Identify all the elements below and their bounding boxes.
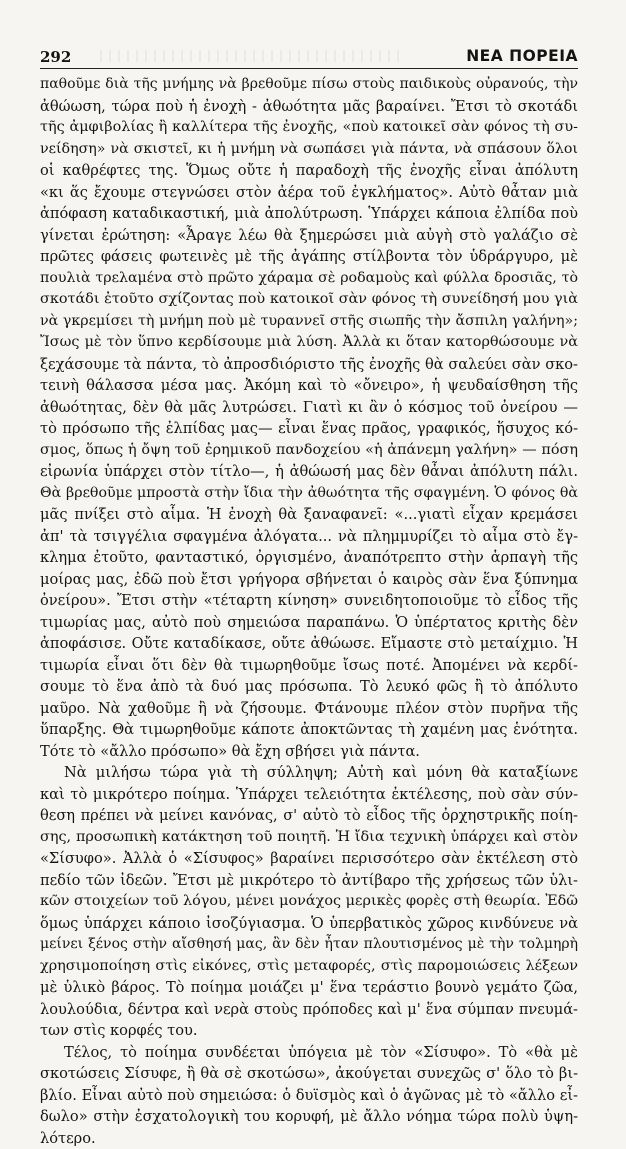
text-line: τῆς ἀμφιβολίας ἢ καλλίτερα τῆς ἐνοχῆς, «ποὺ κατοικεῖ σὰν φόνος τὴ συ- [40,117,578,139]
text-line: πουλιὰ τρελαμένα στὸ πρῶτο χάραμα σὲ ροδαμοὺς καὶ φύλλα δροσιᾶς, τὸ [40,268,578,290]
journal-title: ΝΕΑ ΠΟΡΕΙΑ [466,47,578,65]
text-line: παθοῦμε διὰ τῆς μνήμης νὰ βρεθοῦμε πίσω στοὺς παιδικοὺς οὐρανούς, τὴν [40,74,578,96]
text-line: τιμωρία εἶναι ὅτι δὲν θὰ τιμωρηθοῦμε ἴσως ποτέ. Ἀπομένει νὰ κερδί- [40,655,578,677]
text-line: ὅμως ὑπάρχει κάποιο ἰσοζύγιασμα. Ὁ ὑπερβατικὸς χῶρος κινδύνευε νὰ [40,913,578,935]
text-line: κλημα ἐτοῦτο, φανταστικό, ὀργισμένο, ἀναπότρεπτο στὴν ἁρπαγὴ τῆς [40,547,578,569]
text-line: θεση πρέπει νὰ μείνει κανόνας, σ' αὐτὸ τὸ εἶδος τῆς ὀρχηστρικῆς ποίη- [40,805,578,827]
text-line: πεδίο τῶν ἰδεῶν. Ἔτσι μὲ μικρότερο τὸ ἀντίβαρο τῆς χρήσεως τῶν ὑλι- [40,870,578,892]
text-line: βλίο. Εἶναι αὐτὸ ποὺ σημειώσα: ὁ δυϊσμὸς καὶ ὁ ἀγῶνας μὲ τὸ «ἄλλο εἶ- [40,1085,578,1107]
text-line: μαῦρο. Νὰ χαθοῦμε ἢ νὰ ζήσουμε. Φτάνουμε πλέον στὸν πυρῆνα τῆς [40,698,578,720]
text-line: ὕπαρξης. Θὰ τιμωρηθοῦμε κάποτε ἀποκτῶντας τὴ χαμένη μας ἑνότητα. [40,719,578,741]
text-line: τεινὴ θάλασσα μέσα μας. Ἀκόμη καὶ τὸ «ὄνειρο», ἡ ψευδαίσθηση τῆς [40,375,578,397]
text-line: Θὰ βρεθοῦμε μπροστὰ στὴν ἴδια τὴν ἀθωότητα τῆς σφαγμένη. Ὁ φόνος θὰ [40,483,578,505]
text-line: σουμε τὸ ἕνα ἀπὸ τὰ δυό μας πρόσωπα. Τὸ λευκό φῶς ἢ τὸ ἀπόλυτο [40,676,578,698]
header-rule [40,68,578,69]
text-line: καὶ τὸ μικρότερο ποίημα. Ὑπάρχει τελειότητα ἐκτέλεσης, ποὺ σὰν σύν- [40,784,578,806]
text-line: τιμωρίας μας, αὐτὸ ποὺ σημειώσα παραπάνω. Ὁ ὑπέρτατος κριτὴς δὲν [40,612,578,634]
text-line: σκοτάδι ἐτοῦτο σχίζοντας ποὺ κατοικοῖ σὰν φόνος τὴ συνείδησή μου γιὰ [40,289,578,311]
text-line: λουλούδια, δέντρα καὶ νερὰ στοὺς πρόποδες καὶ μ' ἕνα σύμπαν πνευμά- [40,999,578,1021]
text-line: Νὰ μιλήσω τώρα γιὰ τὴ σύλληψη; Αὐτὴ καὶ μόνη θὰ καταξίωνε [40,762,578,784]
text-line: «κι ἅς ἔχουμε στεγνώσει στὸν ἀέρα τοῦ ἐγκλήματος». Αὐτὸ θἆταν μιὰ [40,182,578,204]
text-line: νείδηση» νὰ σκιστεῖ, κι ἡ μνήμη νὰ σωπάσει γιὰ πάντα, νὰ σπάσουν ὅλοι [40,139,578,161]
page-number: 292 [40,48,71,66]
text-line: σης, προσωπικὴ κατάκτηση τοῦ ποιητῆ. Ἡ ἴδια τεχνικὴ ὑπάρχει καὶ στὸν [40,827,578,849]
text-line: ὀνείρου». Ἔτσι στὴν «τέταρτη κίνηση» συνειδητοποιοῦμε τὸ εἶδος τῆς [40,590,578,612]
text-line: τὸ πρόσωπο τῆς ἐλπίδας μας— εἶναι ἕνας πρᾶος, γραφικός, ἥσυχος κό- [40,418,578,440]
text-line: ἀθώωση, τώρα ποὺ ἡ ἐνοχὴ - ἀθωότητα μᾶς βαραίνει. Ἔτσι τὸ σκοτάδι [40,96,578,118]
text-line: κῶν στοιχείων τοῦ λόγου, μένει μονάχος μερικὲς φορὲς στὴ θεωρία. Ἐδῶ [40,891,578,913]
text-line: ἀποφάσισε. Οὔτε καταδίκασε, οὔτε ἀθώωσε. Εἴμαστε στὸ μεταίχμιο. Ἡ [40,633,578,655]
text-line: ἀπόφαση καταδικαστική, μιὰ ἀπολύτρωση. Ὑπάρχει κάποια ἐλπίδα ποὺ [40,203,578,225]
text-line: «Σίσυφο». Ἀλλὰ ὁ «Σίσυφος» βαραίνει περισσότερο σὰν ἐκτέλεση στὸ [40,848,578,870]
text-line: πρῶτες φάσεις φωτεινὲς μὲ τῆς ἀγάπης στίλβοντα τὸν ὑδράργυρο, μὲ [40,246,578,268]
text-line: οἱ καθρέφτες της. Ὅμως οὔτε ἡ παραδοχὴ τῆς ἐνοχῆς εἶναι ἀπόλυτη [40,160,578,182]
text-line: λότερο. [40,1128,578,1149]
text-line: εἰρωνία ὑπάρχει στὸν τίτλο—, ἡ ἀθώωσή μας δὲν θἆναι ἀπόλυτη πάλι. [40,461,578,483]
text-line: χρησιμοποίηση στὶς εἰκόνες, στὶς μεταφορές, στὶς παρομοιώσεις λέξεων [40,956,578,978]
text-line: γίνεται ἐρώτηση: «Ἆραγε λέω θὰ ξημερώσει μιὰ αὐγὴ στὸ γαλάζιο σὲ [40,225,578,247]
text-line: ξεχάσουμε τὰ πάντα, τὸ ἀπροσδιόριστο τῆς ἐνοχῆς θὰ σαλεύει σὰν σκο- [40,354,578,376]
text-line: Τότε τὸ «ἄλλο πρόσωπο» θὰ ἔχη σβήσει γιὰ πάντα. [40,741,578,763]
page-header [40,46,578,70]
text-line: των στὶς κορφές του. [40,1020,578,1042]
text-line: δωλο» στὴν ἐσχατολογικὴ του κορυφή, μὲ ἄλλο νόημα τώρα πολὺ ὑψη- [40,1106,578,1128]
text-line: σκοτώσεις Σίσυφε, ἢ θὰ σὲ σκοτώσω», ἀκούγεται συνεχῶς σ' ὅλο τὸ βι- [40,1063,578,1085]
text-line: Τέλος, τὸ ποίημα συνδέεται ὑπόγεια μὲ τὸν «Σίσυφο». Τὸ «θὰ μὲ [40,1042,578,1064]
print-speckle [100,50,400,62]
text-line: μείνει ξένος στὴν αἴσθησή μας, ἂν δὲν ἦταν πλουτισμένος μὲ τὴν τολμηρὴ [40,934,578,956]
text-line: σμος, ὅπως ἡ ὄψη τοῦ ἐρημικοῦ πανδοχείου «ἡ ἀπάνεμη γαλήνη» — πόση [40,440,578,462]
text-line: Ἴσως μὲ τὸν ὕπνο κερδίσουμε μιὰ λύση. Ἀλλὰ κι ὅταν κατορθώσουμε νὰ [40,332,578,354]
text-line: ἀθωότητας, δὲν θὰ μᾶς λυτρώσει. Γιατὶ κι ἂν ὁ κόσμος τοῦ ὀνείρου — [40,397,578,419]
text-line: μᾶς πνίξει στὸ αἷμα. Ἡ ἐνοχὴ θὰ ξαναφανεῖ: «...γιατὶ εἶχαν κρεμάσει [40,504,578,526]
article-body [40,74,578,1149]
text-line: ἀπ' τὰ τσιγγέλια σφαγμένα ἀλόγατα... νὰ πλημμυρίζει τὸ αἷμα στὸ ἔγ- [40,526,578,548]
text-line: νὰ γκρεμίσει τὴ μνήμη ποὺ μὲ τυραννεῖ στῆς σιωπῆς τὴν ἄσπιλη γαλήνη»; [40,311,578,333]
text-line: μὲ ὑλικὸ βάρος. Τὸ ποίημα μοιάζει μ' ἕνα τεράστιο βουνὸ γεμάτο ζῶα, [40,977,578,999]
text-line: μοίρας μας, ἐδῶ ποὺ ἔτσι γρήγορα σβήνεται ὁ καιρὸς σὰν ἕνα ξύπνημα [40,569,578,591]
